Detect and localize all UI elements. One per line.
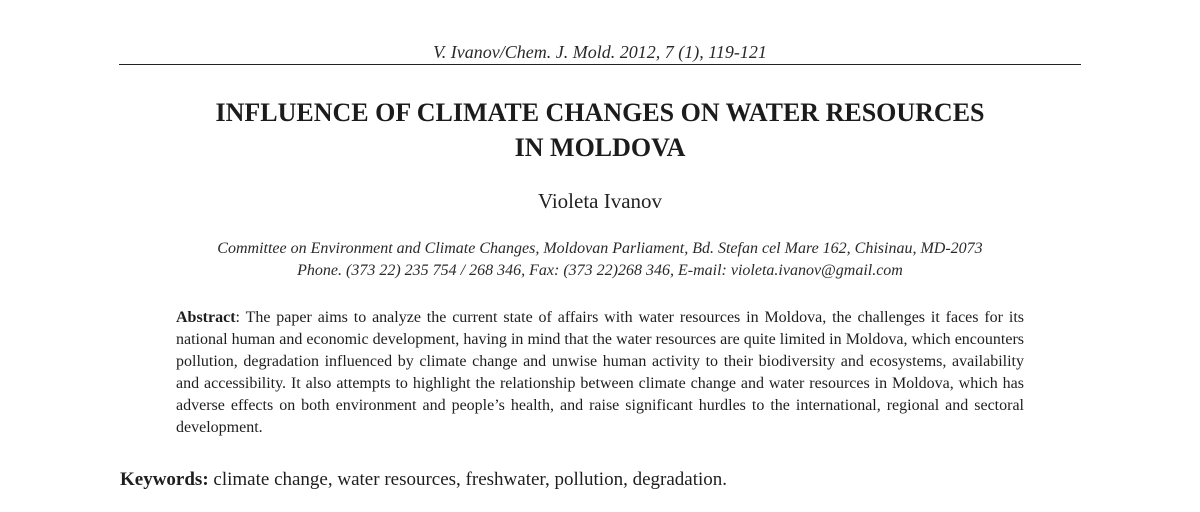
paper-title-line-2: IN MOLDOVA	[514, 133, 686, 162]
affiliation-address: Committee on Environment and Climate Changes, Moldovan Parliament, Bd. Stefan cel Mare 162, Chisinau, MD-2073	[217, 240, 983, 257]
abstract	[176, 307, 1024, 439]
keywords-label: Keywords:	[120, 469, 209, 490]
header-divider	[119, 64, 1081, 65]
paper-title	[0, 95, 1200, 165]
abstract-label: Abstract	[176, 309, 236, 326]
affiliation-contact: Phone. (373 22) 235 754 / 268 346, Fax: (373 22)268 346, E-mail: violeta.ivanov@gmail.com	[297, 262, 903, 279]
affiliation	[0, 238, 1200, 282]
running-header-citation: V. Ivanov/Chem. J. Mold. 2012, 7 (1), 119-121	[433, 42, 767, 62]
keywords-text: climate change, water resources, freshwater, pollution, degradation.	[208, 469, 728, 490]
abstract-text: : The paper aims to analyze the current state of affairs with water resources in Moldova, the challenges it faces for its national human and economic development, having in mind that the water resources are quite limited in Moldova, which encounters pollution, degradation influenced by climate change and unwise human activity to their biodiversity and ecosystems, availability and accessibility. It also attempts to highlight the relationship between climate change and water resources in Moldova, which has adverse effects on both environment and people’s health, and raise significant hurdles to the international, regional and sectoral development.	[176, 309, 1024, 436]
paper-title-line-1: INFLUENCE OF CLIMATE CHANGES ON WATER RESOURCES	[215, 98, 985, 127]
keywords	[120, 467, 1080, 493]
author-name: Violeta Ivanov	[537, 189, 663, 213]
